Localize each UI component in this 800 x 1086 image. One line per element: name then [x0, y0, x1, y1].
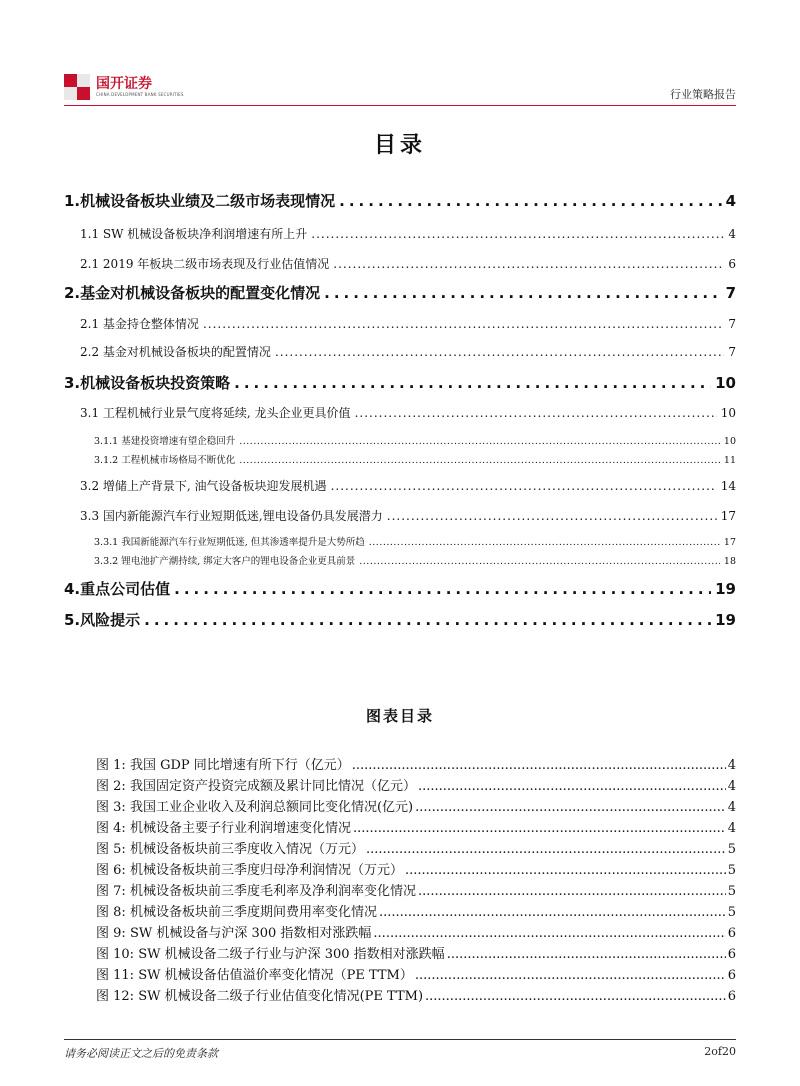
figure-text: 我国固定资产投资完成额及累计同比情况（亿元）: [129, 779, 416, 794]
toc-entry-page: 17: [720, 509, 736, 523]
toc-entry-page: 11: [723, 455, 736, 466]
toc-entry-page: 19: [715, 580, 736, 598]
dot-leader: [369, 537, 720, 548]
toc-entry-2-2[interactable]: [80, 343, 736, 360]
header-divider: [64, 105, 736, 106]
figure-label: 图 1:: [96, 758, 126, 773]
figure-label: 图 7:: [96, 884, 126, 899]
toc-entry-5[interactable]: [64, 609, 736, 630]
toc-entry-4[interactable]: [64, 578, 736, 599]
dot-leader: [366, 842, 726, 857]
toc-entry-number: 3.3: [80, 509, 100, 523]
figure-page: 5: [727, 905, 736, 920]
figure-page: 6: [727, 989, 736, 1004]
figure-label: 图 8:: [96, 905, 126, 920]
toc-entry-number: 1.: [64, 192, 81, 210]
dot-leader: [355, 406, 717, 420]
figure-text: 机械设备板块前三季度归母净利润情况（万元）: [129, 863, 403, 878]
toc-entry-text: 2019 年板块二级市场表现及行业估值情况: [102, 257, 330, 271]
toc-entry-page: 17: [723, 537, 736, 548]
toc-entry-text: 工程机械行业景气度将延续, 龙头企业更具价值: [102, 406, 351, 420]
toc-entry-3-3-1[interactable]: [94, 534, 736, 548]
page-header: [64, 72, 736, 104]
toc-entry-page: 4: [725, 192, 736, 210]
toc-entry-3-3-2[interactable]: [94, 553, 736, 567]
figure-entry-12[interactable]: [96, 985, 736, 1004]
logo-name-en: CHINA DEVELOPMENT BANK SECURITIES: [96, 92, 184, 97]
company-logo: [64, 74, 184, 100]
dot-leader: [234, 374, 711, 392]
toc-entry-number: 2.1: [80, 317, 100, 331]
toc-entry-text: 机械设备板块投资策略: [80, 374, 231, 392]
figure-page: 4: [727, 779, 736, 794]
figure-page: 4: [727, 800, 736, 815]
toc-entry-number: 5.: [64, 611, 81, 629]
toc-entry-number: 1.1: [80, 227, 100, 241]
toc-entry-text: 基建投资增速有望企稳回升: [121, 436, 236, 447]
toc-entry-page: 7: [725, 284, 736, 302]
figure-label: 图 6:: [96, 863, 126, 878]
toc-entry-3-1[interactable]: [80, 404, 736, 421]
toc-entry-text: 风险提示: [80, 611, 141, 629]
figure-label: 图 10:: [96, 947, 135, 962]
toc-entry-page: 19: [715, 611, 736, 629]
dot-leader: [373, 926, 725, 941]
dot-leader: [174, 580, 711, 598]
footer-divider: [64, 1039, 736, 1040]
figure-text: 我国工业企业收入及利润总额同比变化情况(亿元): [129, 800, 414, 815]
figure-label: 图 3:: [96, 800, 126, 815]
toc-entry-text: 基金对机械设备板块的配置情况: [102, 345, 271, 359]
toc-entry-3-1-1[interactable]: [94, 433, 736, 447]
toc-entry-2-1a[interactable]: [80, 255, 736, 272]
figure-label: 图 4:: [96, 821, 126, 836]
figure-list-title: 图表目录: [365, 707, 434, 725]
dot-leader: [352, 758, 726, 773]
figure-entry-2[interactable]: [96, 775, 736, 794]
toc-entry-1-1[interactable]: [80, 225, 736, 242]
figure-label: 图 11:: [96, 968, 135, 983]
report-type-label: 行业策略报告: [670, 88, 736, 101]
figure-page: 4: [727, 821, 736, 836]
toc-entry-page: 6: [728, 257, 736, 271]
figure-entry-3[interactable]: [96, 796, 736, 815]
figure-entry-7[interactable]: [96, 880, 736, 899]
toc-entry-number: 3.1.1: [94, 436, 119, 447]
toc-entry-text: SW 机械设备板块净利润增速有所上升: [102, 227, 308, 241]
footer-disclaimer: 请务必阅读正文之后的免责条款: [64, 1047, 218, 1060]
toc-entry-number: 3.1.2: [94, 455, 119, 466]
dot-leader: [418, 779, 726, 794]
dot-leader: [405, 863, 726, 878]
figure-entry-11[interactable]: [96, 964, 736, 983]
toc-entry-2-1[interactable]: [80, 315, 736, 332]
figure-text: 机械设备板块前三季度收入情况（万元）: [129, 842, 364, 857]
toc-entry-number: 3.2: [80, 479, 100, 493]
toc-entry-page: 10: [720, 406, 736, 420]
figure-text: SW 机械设备估值溢价率变化情况（PE TTM）: [138, 968, 413, 983]
toc-entry-text: 重点公司估值: [80, 580, 171, 598]
figure-text: 我国 GDP 同比增速有所下行（亿元）: [129, 758, 350, 773]
footer-page-indicator: 2of20: [704, 1045, 736, 1058]
figure-page: 6: [727, 926, 736, 941]
figure-page: 5: [727, 863, 736, 878]
toc-entry-3[interactable]: [64, 372, 736, 393]
dot-leader: [415, 800, 726, 815]
dot-leader: [425, 989, 726, 1004]
figure-page: 6: [727, 947, 736, 962]
toc-entry-number: 3.3.1: [94, 537, 119, 548]
toc-entry-page: 18: [723, 556, 736, 567]
toc-entry-number: 2.: [64, 284, 81, 302]
dot-leader: [339, 192, 721, 210]
figure-text: 机械设备主要子行业利润增速变化情况: [129, 821, 351, 836]
toc-entry-number: 2.1: [80, 257, 100, 271]
dot-leader: [418, 884, 726, 899]
figure-text: SW 机械设备与沪深 300 指数相对涨跌幅: [129, 926, 372, 941]
toc-entry-text: 增储上产背景下, 油气设备板块迎发展机遇: [102, 479, 327, 493]
toc-entry-number: 3.3.2: [94, 556, 119, 567]
toc-entry-number: 2.2: [80, 345, 100, 359]
dot-leader: [387, 509, 717, 523]
toc-entry-text: 我国新能源汽车行业短期低迷, 但其渗透率提升是大势所趋: [121, 537, 365, 548]
dot-leader: [353, 821, 726, 836]
toc-entry-number: 3.: [64, 374, 81, 392]
figure-text: 机械设备板块前三季度毛利率及净利润率变化情况: [129, 884, 416, 899]
toc-entry-3-1-2[interactable]: [94, 452, 736, 466]
toc-entry-text: 工程机械市场格局不断优化: [121, 455, 236, 466]
figure-label: 图 9:: [96, 926, 126, 941]
dot-leader: [311, 227, 724, 241]
dot-leader: [275, 345, 724, 359]
dot-leader: [415, 968, 726, 983]
dot-leader: [144, 611, 711, 629]
toc-entry-number: 4.: [64, 580, 81, 598]
toc-entry-page: 10: [723, 436, 736, 447]
toc-entry-page: 7: [728, 317, 736, 331]
figure-entry-8[interactable]: [96, 901, 736, 920]
dot-leader: [203, 317, 724, 331]
dot-leader: [239, 436, 720, 447]
figure-label: 图 12:: [96, 989, 135, 1004]
toc-entry-page: 14: [720, 479, 736, 493]
toc-entry-text: 机械设备板块业绩及二级市场表现情况: [80, 192, 336, 210]
toc-entry-page: 7: [728, 345, 736, 359]
toc-entry-text: 基金持仓整体情况: [102, 317, 199, 331]
figure-entry-9[interactable]: [96, 922, 736, 941]
logo-name-cn: 国开证券: [96, 76, 152, 92]
toc-entry-text: 国内新能源汽车行业短期低迷,锂电设备仍具发展潜力: [102, 509, 383, 523]
toc-entry-page: 4: [728, 227, 736, 241]
figure-text: SW 机械设备二级子行业与沪深 300 指数相对涨跌幅: [138, 947, 445, 962]
toc-entry-number: 3.1: [80, 406, 100, 420]
dot-leader: [239, 455, 720, 466]
dot-leader: [333, 257, 724, 271]
dot-leader: [331, 479, 717, 493]
figure-entry-6[interactable]: [96, 859, 736, 878]
figure-page: 6: [727, 968, 736, 983]
figure-entry-1[interactable]: [96, 754, 736, 773]
logo-mark-icon: [64, 74, 90, 100]
dot-leader: [447, 947, 726, 962]
toc-entry-1[interactable]: [64, 190, 736, 211]
dot-leader: [359, 556, 720, 567]
toc-title: 目录: [373, 133, 426, 158]
toc-entry-2[interactable]: [64, 282, 736, 303]
toc-entry-text: 锂电池扩产潮持续, 绑定大客户的锂电设备企业更具前景: [121, 556, 356, 567]
toc-entry-page: 10: [715, 374, 736, 392]
toc-entry-3-2[interactable]: [80, 477, 736, 494]
figure-page: 4: [727, 758, 736, 773]
toc-entry-3-3[interactable]: [80, 507, 736, 524]
figure-text: SW 机械设备二级子行业估值变化情况(PE TTM): [138, 989, 424, 1004]
figure-entry-4[interactable]: [96, 817, 736, 836]
dot-leader: [324, 284, 721, 302]
figure-label: 图 2:: [96, 779, 126, 794]
figure-entry-10[interactable]: [96, 943, 736, 962]
figure-text: 机械设备板块前三季度期间费用率变化情况: [129, 905, 377, 920]
figure-page: 5: [727, 842, 736, 857]
figure-page: 5: [727, 884, 736, 899]
figure-entry-5[interactable]: [96, 838, 736, 857]
dot-leader: [379, 905, 726, 920]
figure-label: 图 5:: [96, 842, 126, 857]
toc-entry-text: 基金对机械设备板块的配置变化情况: [80, 284, 321, 302]
